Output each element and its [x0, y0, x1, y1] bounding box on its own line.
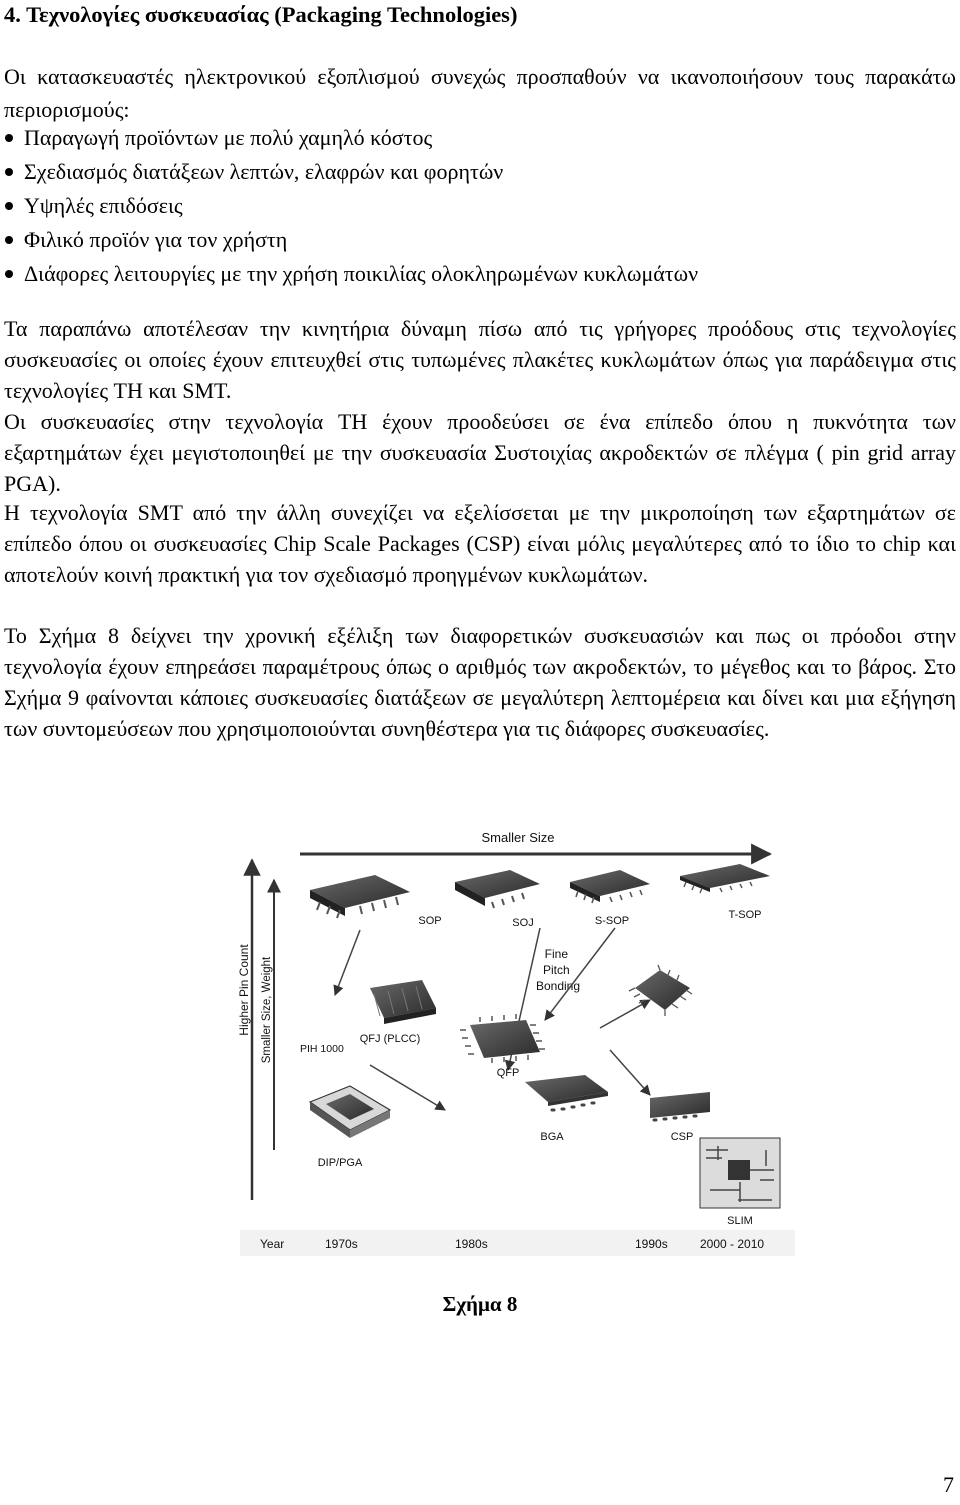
higher-pin-count-label: Higher Pin Count [237, 944, 251, 1036]
bga-package-icon [525, 1075, 608, 1110]
list-item: Παραγωγή προϊόντων με πολύ χαμηλό κόστος [4, 121, 956, 155]
body-paragraph: Η τεχνολογία SMT από την άλλη συνεχίζει να εξελίσσεται με την μικροποίηση των εξαρτημάτων σε επίπεδο όπου οι συσκευασίες Chip Scale Packages (CSP) είναι μόλις μεγαλύτερες από το ίδιο το chip και αποτελούν κοινή πρακτική για τον σχεδιασμό προηγμένων κυκλωμάτων. [4, 500, 956, 587]
timeline-1990s: 1990s [635, 1237, 668, 1251]
qfp-label: QFP [496, 1067, 520, 1079]
figure-caption: Σχήμα 8 [442, 1292, 518, 1316]
smaller-size-weight-label: Smaller Size, Weight [261, 956, 273, 1064]
fine-pitch-bonding-label: Fine Pitch Bonding [535, 947, 581, 993]
packaging-evolution-figure [237, 820, 795, 1260]
list-item: Σχεδιασμός διατάξεων λεπτών, ελαφρών και φορητών [4, 155, 956, 189]
list-item: Διάφορες λειτουργίες με την χρήση ποικιλίας ολοκληρωμένων κυκλωμάτων [4, 257, 956, 291]
list-item: Υψηλές επιδόσεις [4, 189, 956, 223]
timeline-2000-2010: 2000 - 2010 [700, 1237, 765, 1251]
ssop-label: S-SOP [594, 915, 630, 927]
body-paragraph: Το Σχήμα 8 δείχνει την χρονική εξέλιξη των διαφορετικών συσκευασιών και πως οι πρόοδοι στην τεχνολογία έχουν επηρεάσει παραμέτρους όπως ο αριθμός των ακροδεκτών, το μέγεθος και το βάρος. Στο Σχήμα 9 φαίνονται κάποιες συσκευασίες διατάξεων σε μεγαλύτερη λεπτομέρεια και δίνει και μια εξήγηση των συντομεύσεων που χρησιμοποιούνται συνηθέστερα για τις διάφορες συσκευασίες. [4, 623, 956, 741]
qfj-plcc-label: QFJ (PLCC) [359, 1033, 421, 1045]
qfj-plcc-package-icon [370, 980, 436, 1024]
soj-label: SOJ [512, 917, 534, 929]
slim-label: SLIM [727, 1215, 753, 1227]
figure-illustration [237, 820, 795, 1260]
page-number: 7 [943, 1472, 954, 1497]
slim-package-icon [700, 1138, 780, 1208]
bullet-icon [5, 134, 13, 142]
body-paragraph: Οι συσκευασίες στην τεχνολογία TH έχουν προοδεύσει σε ένα επίπεδο όπου η πυκνότητα των εξαρτημάτων έχει μεγιστοποιηθεί με την συσκευασία Συστοιχίας ακροδεκτών σε πλέγμα ( pin grid array PGA). [4, 409, 956, 496]
list-item: Φιλικό προϊόν για τον χρήστη [4, 223, 956, 257]
section-heading: 4. Τεχνολογίες συσκευασίας (Packaging Technologies) [4, 2, 518, 27]
fine-pitch-package-icon [629, 965, 692, 1016]
bullet-icon [5, 168, 13, 176]
bullet-icon [5, 236, 13, 244]
sop-label: SOP [418, 915, 442, 927]
bga-label: BGA [540, 1131, 564, 1143]
qfp-package-icon [460, 1014, 545, 1063]
timeline-year-label: Year [260, 1237, 285, 1251]
timeline-1970s: 1970s [325, 1237, 358, 1251]
csp-label: CSP [670, 1131, 694, 1143]
timeline-1980s: 1980s [455, 1237, 488, 1251]
dip-pga-label: DIP/PGA [317, 1157, 363, 1169]
constraints-list [4, 121, 956, 291]
csp-package-icon [650, 1092, 710, 1120]
pih-label: PIH 1000 [300, 1043, 344, 1055]
tsop-label: T-SOP [728, 909, 762, 921]
intro-paragraph: Οι κατασκευαστές ηλεκτρονικού εξοπλισμού συνεχώς προσπαθούν να ικανοποιήσουν τους παρακάτω περιορισμούς: [4, 64, 956, 122]
body-paragraph: Τα παραπάνω αποτέλεσαν την κινητήρια δύναμη πίσω από τις γρήγορες προόδους στις τεχνολογίες συσκευασίες οι οποίες έχουν επιτευχθεί στις τυπωμένες πλακέτες κυκλωμάτων όπως για παράδειγμα στις τεχνολογίες TH και SMT. [4, 316, 956, 403]
ssop-package-icon [570, 870, 650, 903]
dip-pga-package-icon [310, 1086, 390, 1138]
soj-package-icon [455, 870, 540, 908]
tsop-package-icon [680, 864, 770, 893]
smaller-size-label: Smaller Size [481, 830, 555, 845]
sop-package-icon [310, 875, 410, 918]
bullet-icon [5, 202, 13, 210]
bullet-icon [5, 270, 13, 278]
